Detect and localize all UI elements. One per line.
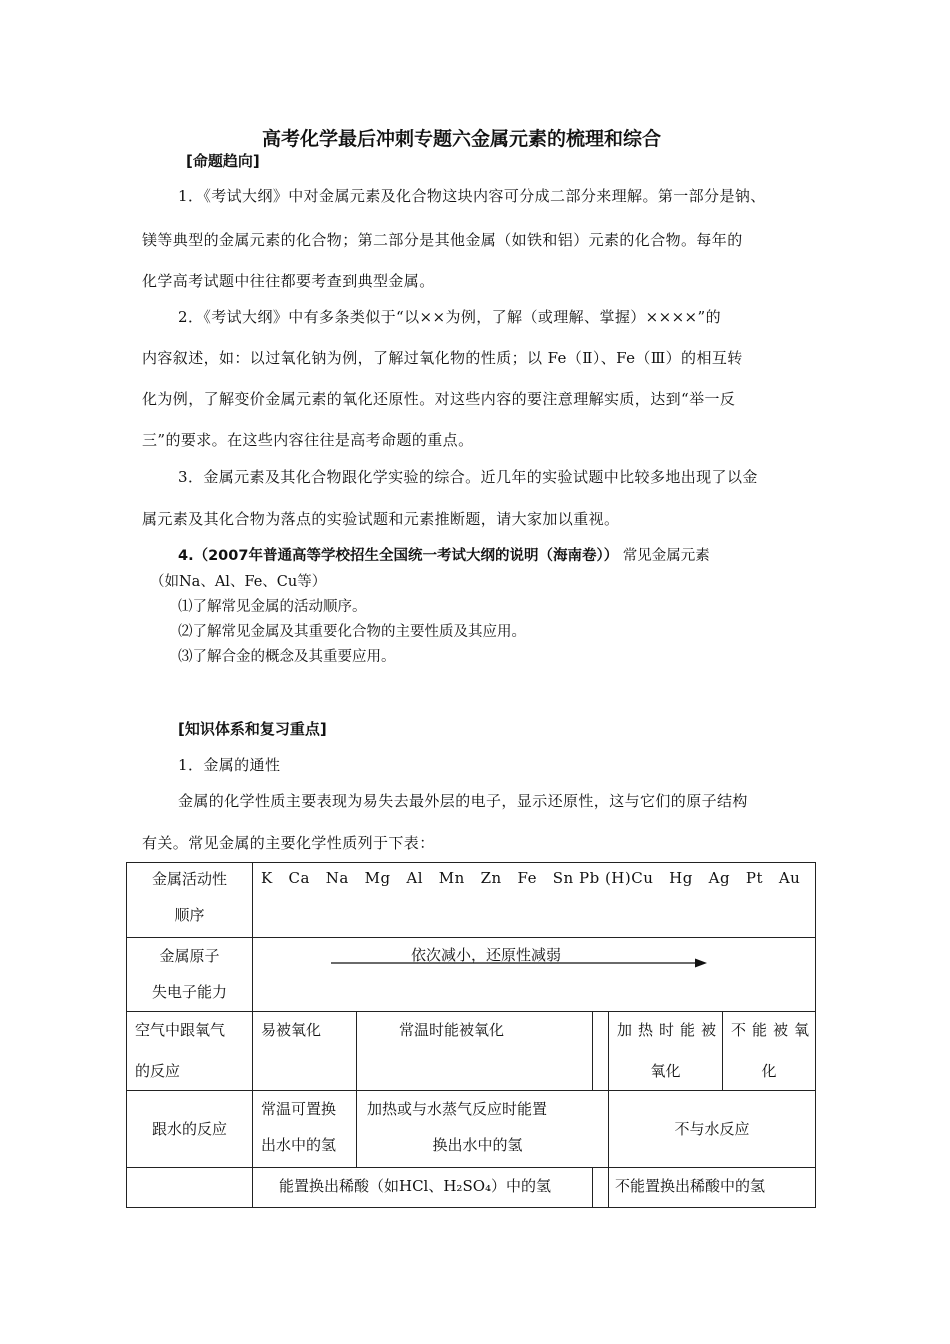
water-room-text: 常温可置换 — [261, 1100, 337, 1118]
para1-line3: 化学高考试题中往往都要考查到典型金属。 — [142, 272, 435, 290]
para3-line1: 3．金属元素及其化合物跟化学实验的综合。近几年的实验试题中比较多地出现了以金 — [178, 468, 758, 486]
section2-para-line2: 有关。常见金属的主要化学性质列于下表： — [142, 834, 435, 852]
water-cell-none — [609, 1091, 816, 1168]
row-label-line: 金属原子 — [159, 947, 220, 965]
table-row — [127, 1168, 816, 1208]
para2-line3: 化为例，了解变价金属元素的氧化还原性。对这些内容的要注意理解实质，达到“举一反 — [142, 390, 736, 408]
trend-text: 依次减小，还原性减弱 — [411, 946, 562, 964]
list-item: ⑶了解合金的概念及其重要应用。 — [178, 649, 396, 665]
spacer-cell — [593, 1168, 609, 1208]
oxygen-cell-none — [723, 1012, 816, 1091]
oxygen-heat-text: 加热时能被 — [617, 1021, 716, 1039]
row-label-line: 顺序 — [174, 906, 205, 924]
para1-line2: 镁等典型的金属元素的化合物；第二部分是其他金属（如铁和铝）元素的化合物。每年的 — [142, 231, 743, 249]
metal-properties-table — [126, 862, 816, 1208]
section-heading-knowledge: [知识体系和复习重点] — [178, 720, 327, 738]
para2-line1: 2．《考试大纲》中有多条类似于“以××为例，了解（或理解、掌握）××××”的 — [178, 308, 721, 326]
acid-can-text: 能置换出稀酸（如HCl、H₂SO₄）中的氢 — [279, 1177, 552, 1195]
para1-line1: 1．《考试大纲》中对金属元素及化合物这块内容可分成二部分来理解。第一部分是钠、 — [178, 187, 766, 205]
list-item: ⑴了解常见金属的活动顺序。 — [178, 599, 367, 615]
table-row — [127, 863, 816, 938]
oxygen-none-text: 不能被氧 — [731, 1021, 810, 1039]
activity-series-cell — [253, 863, 816, 938]
trend-cell — [253, 938, 816, 1012]
oxygen-cell-room-temp — [357, 1012, 593, 1091]
para4-line2: （如Na、Al、Fe、Cu等） — [150, 574, 327, 590]
row-label-line: 失电子能力 — [151, 983, 227, 1001]
para2-line4: 三”的要求。在这些内容往往是高考命题的重点。 — [142, 431, 474, 449]
table-row — [127, 938, 816, 1012]
oxygen-none-text: 化 — [761, 1062, 777, 1080]
row-label-line: 空气中跟氧气 — [135, 1021, 226, 1039]
list-item: ⑵了解常见金属及其重要化合物的主要性质及其应用。 — [178, 624, 526, 640]
table-row — [127, 1012, 816, 1091]
oxygen-easy-text: 易被氧化 — [261, 1021, 322, 1039]
row-label-line: 金属活动性 — [151, 870, 227, 888]
oxygen-cell-easy — [253, 1012, 357, 1091]
oxygen-cell-heat — [609, 1012, 723, 1091]
row-label-line: 的反应 — [135, 1062, 181, 1080]
para4-rest: 常见金属元素 — [618, 548, 710, 564]
row-label-activity — [127, 863, 253, 938]
oxygen-heat-text: 氧化 — [650, 1062, 681, 1080]
spacer-cell — [593, 1012, 609, 1091]
water-none-text: 不与水反应 — [674, 1120, 750, 1138]
section-heading-trends: [命题趋向] — [186, 152, 260, 170]
acid-cell-can — [253, 1168, 593, 1208]
row-label-electron-loss — [127, 938, 253, 1012]
row-label-water — [127, 1091, 253, 1168]
para4-line1 — [178, 544, 710, 565]
para2-line2: 内容叙述，如：以过氧化钠为例，了解过氧化物的性质；以 Fe（Ⅱ）、Fe（Ⅲ）的相互转 — [142, 349, 743, 367]
acid-cannot-text: 不能置换出稀酸中的氢 — [615, 1177, 766, 1195]
para3-line2: 属元素及其化合物为落点的实验试题和元素推断题，请大家加以重视。 — [142, 510, 620, 528]
page-title: 高考化学最后冲刺专题六金属元素的梳理和综合 — [262, 128, 662, 150]
water-heat-text: 加热或与水蒸气反应时能置 — [367, 1100, 548, 1118]
water-room-text: 出水中的氢 — [261, 1136, 337, 1154]
water-cell-heat — [357, 1091, 609, 1168]
water-cell-room — [253, 1091, 357, 1168]
row-label-oxygen — [127, 1012, 253, 1091]
water-heat-text: 换出水中的氢 — [432, 1136, 523, 1154]
table-row — [127, 1091, 816, 1168]
oxygen-room-temp-text: 常温时能被氧化 — [399, 1021, 505, 1039]
para4-bold: 4.（2007年普通高等学校招生全国统一考试大纲的说明（海南卷）） — [178, 548, 619, 564]
row-label-line: 跟水的反应 — [151, 1120, 227, 1138]
trend-arrow-icon — [329, 956, 709, 970]
section2-para-line1: 金属的化学性质主要表现为易失去最外层的电子，显示还原性，这与它们的原子结构 — [178, 792, 748, 810]
subheading-general-properties: 1．金属的通性 — [178, 756, 281, 774]
activity-series: K Ca Na Mg Al Mn Zn Fe Sn Pb (H)Cu Hg Ag Pt Au — [261, 869, 801, 887]
acid-cell-cannot — [609, 1168, 816, 1208]
acid-label-empty — [127, 1168, 253, 1208]
